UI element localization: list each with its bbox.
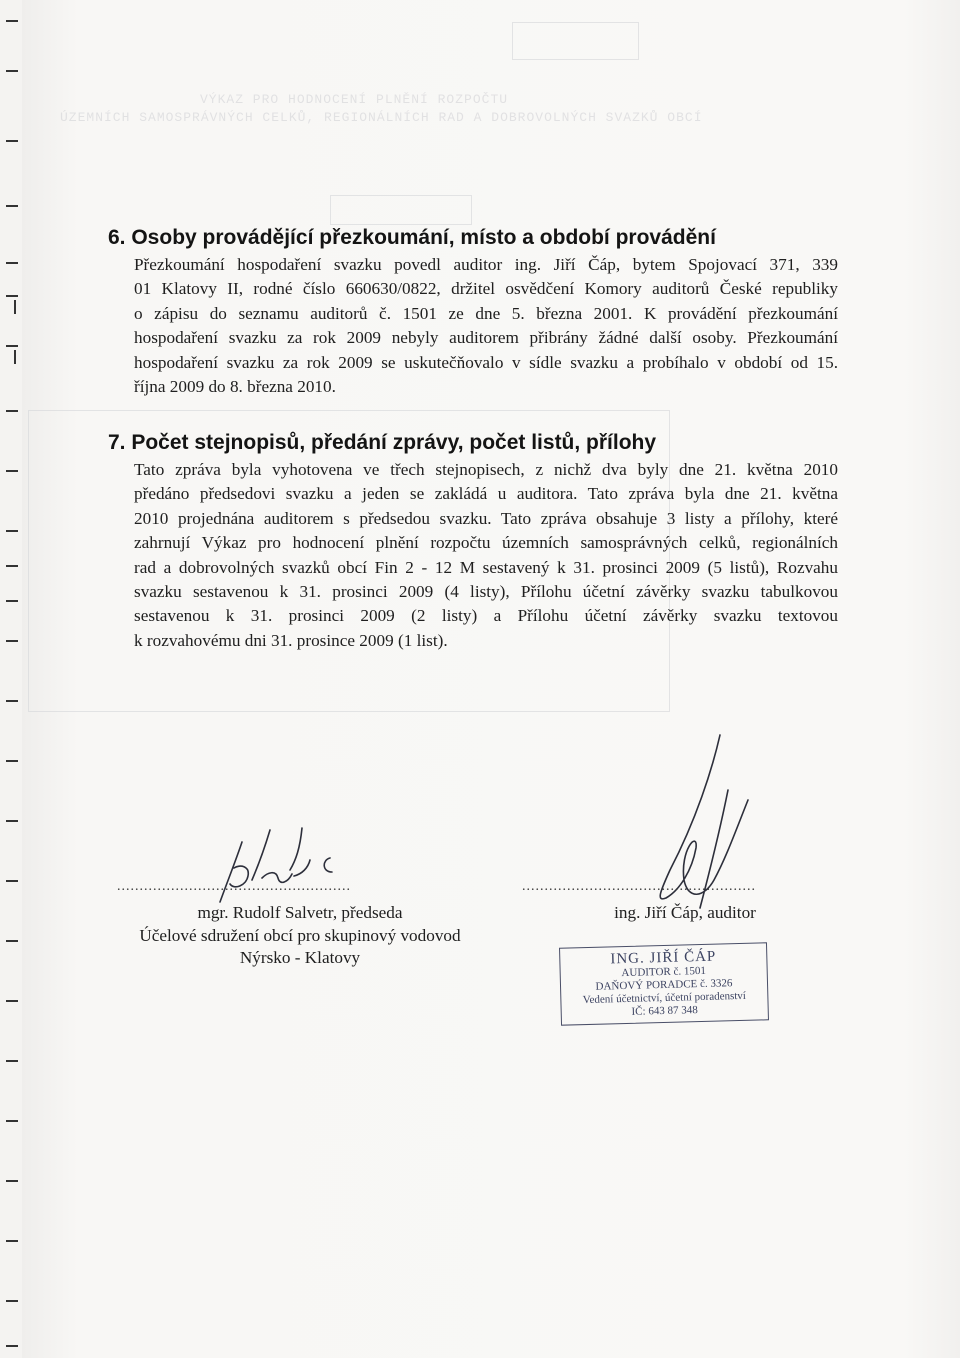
text-line: svazku sestavenou k 31. prosinci 2009 (4 listy), Přílohu účetní závěrky svazku tabulkovou	[134, 582, 838, 602]
stamp-company-id: IČ: 643 87 348	[631, 1004, 699, 1018]
text-line: zahrnují Výkaz pro hodnocení plnění rozpočtu územních samosprávných celků, regionálních	[134, 533, 838, 553]
section-7-text	[134, 458, 838, 653]
stamp-auditor-number: AUDITOR č. 1501	[621, 964, 707, 980]
text-line: 01 Klatovy II, rodné číslo 660630/0822, držitel osvědčení Komory auditorů České republiky	[134, 279, 838, 299]
signature-line-left: ....................................................	[117, 879, 351, 894]
chairman-organization: Účelové sdružení obcí pro skupinový vodovod	[139, 925, 461, 945]
auditor-signature	[600, 730, 780, 930]
text-line: rad a dobrovolných svazků obcí Fin 2 - 12 M sestavený k 31. prosinci 2009 (5 listů), Rozvahu	[134, 557, 838, 577]
show-through-text: ÚZEMNÍCH SAMOSPRÁVNÝCH CELKŮ, REGIONÁLNÍCH RAD A DOBROVOLNÝCH SVAZKŮ OBCÍ	[60, 110, 703, 125]
text-line: hospodaření svazku za rok 2009 nebyly auditorem přibrány žádné další osoby. Přezkoumání	[134, 328, 838, 348]
text-line: sestavenou k 31. prosinci 2009 (2 listy) a Přílohu účetní závěrky svazku textovou	[134, 606, 838, 626]
chairman-name: mgr. Rudolf Salvetr, předseda	[197, 903, 403, 922]
text-line: předáno předsedovi svazku a jeden se zakládá u auditora. Tato zpráva byla dne 21. května	[134, 484, 838, 504]
text-line: 2010 projednána auditorem s předsedou svazku. Tato zpráva obsahuje 3 listy a přílohy, které	[134, 508, 838, 528]
section-7-heading: 7. Počet stejnopisů, předání zprávy, počet listů, přílohy	[108, 431, 657, 454]
section-6-text	[134, 253, 838, 399]
chairman-signature-block	[100, 902, 500, 970]
binding-edge	[0, 0, 24, 1358]
text-line: k rozvahovému dni 31. prosince 2009 (1 list).	[134, 630, 448, 650]
section-6-heading: 6. Osoby provádějící přezkoumání, místo a období provádění	[108, 226, 716, 249]
stamp-tax-advisor: DAŇOVÝ PORADCE č. 3326	[595, 977, 733, 993]
chairman-location: Nýrsko - Klatovy	[239, 948, 361, 967]
stamp-name: ING. JIŘÍ ČÁP	[610, 948, 717, 968]
show-through-box	[330, 195, 472, 225]
text-line: hospodaření svazku za rok 2009 se uskutečňovalo v sídle svazku a probíhalo v období od 15.	[134, 352, 838, 372]
text-line: října 2009 do 8. března 2010.	[134, 377, 336, 397]
chairman-signature	[190, 820, 390, 910]
text-line: Přezkoumání hospodaření svazku povedl auditor ing. Jiří Čáp, bytem Spojovací 371, 339	[134, 255, 838, 274]
auditor-stamp	[559, 942, 769, 1025]
show-through-box	[512, 22, 639, 60]
signature-line-right: ....................................................	[522, 879, 756, 894]
auditor-name: ing. Jiří Čáp, auditor	[614, 903, 756, 922]
text-line: Tato zpráva byla vyhotovena ve třech stejnopisech, z nichž dva byly dne 21. května 2010	[134, 460, 838, 479]
auditor-signature-block	[560, 902, 810, 925]
stamp-services: Vedení účetnictví, účetní poradenství	[582, 989, 747, 1007]
show-through-text: VÝKAZ PRO HODNOCENÍ PLNĚNÍ ROZPOČTU	[200, 92, 509, 107]
text-line: o zápisu do seznamu auditorů č. 1501 ze dne 5. března 2001. K provádění přezkoumání	[134, 303, 838, 323]
